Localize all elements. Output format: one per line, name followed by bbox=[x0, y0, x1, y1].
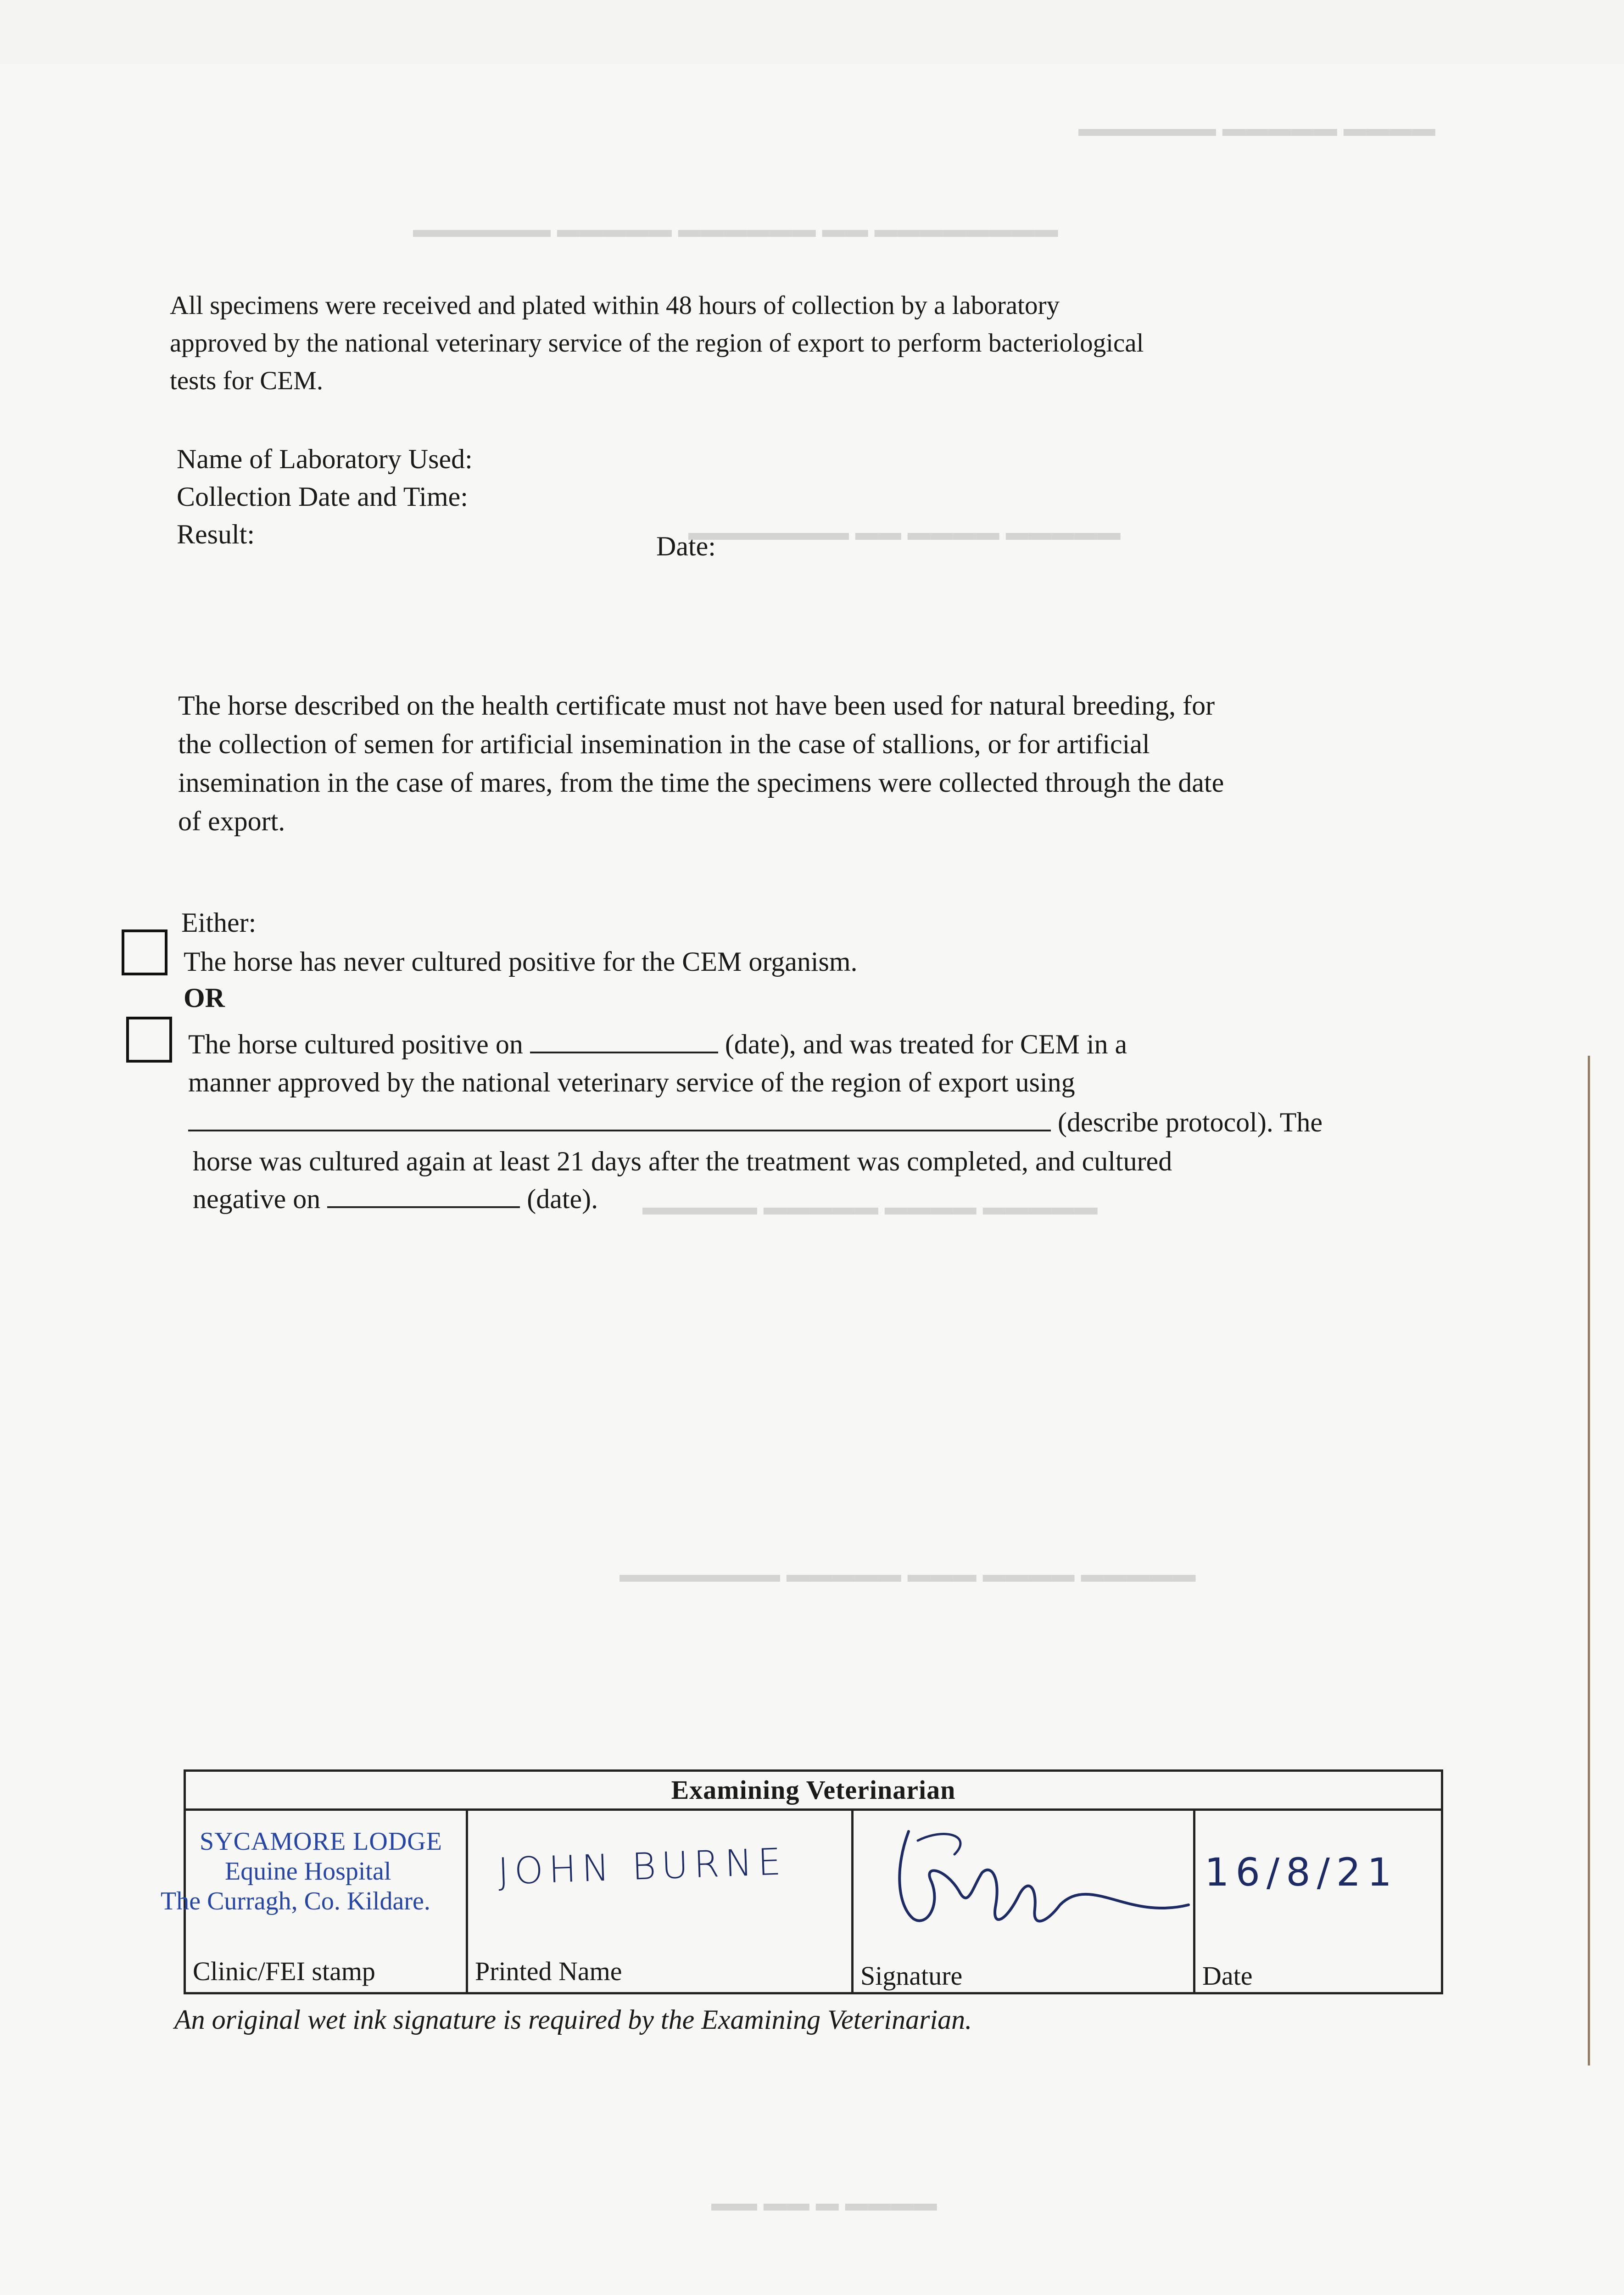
paragraph-line: tests for CEM. bbox=[170, 366, 324, 395]
result-label: Result: bbox=[177, 519, 255, 549]
paragraph-line: The horse described on the health certificate must not have been used for natural breeding, for bbox=[178, 690, 1215, 721]
either-label: Either: bbox=[181, 907, 257, 938]
signature-scribble bbox=[854, 1813, 1193, 1942]
date-column-label: Date bbox=[1202, 1961, 1253, 1991]
option-text: negative on bbox=[193, 1184, 321, 1214]
paragraph-line: the collection of semen for artificial insemination in the case of stallions, or for artificial bbox=[178, 729, 1150, 759]
signature-footnote: An original wet ink signature is required by the Examining Veterinarian. bbox=[174, 2004, 972, 2035]
option-text: manner approved by the national veterinary service of the region of export using bbox=[188, 1067, 1075, 1097]
column-divider bbox=[466, 1811, 468, 1992]
column-divider bbox=[1193, 1811, 1195, 1992]
option-text: The horse cultured positive on bbox=[188, 1029, 523, 1059]
clinic-stamp-line3: The Curragh, Co. Kildare. bbox=[161, 1887, 430, 1915]
bleed-through-text: ▬▬▬▬▬▬▬▬ ▬▬ ▬▬▬▬▬▬ ▬▬▬▬▬ ▬▬▬▬▬▬ bbox=[413, 216, 1058, 242]
positive-date-blank[interactable] bbox=[530, 1026, 718, 1053]
table-header: Examining Veterinarian bbox=[186, 1772, 1441, 1811]
option-never-positive: The horse has never cultured positive for the CEM organism. bbox=[184, 946, 858, 977]
option-text: (date), and was treated for CEM in a bbox=[725, 1029, 1127, 1059]
or-label: OR bbox=[184, 983, 225, 1013]
clinic-stamp-line2: Equine Hospital bbox=[225, 1857, 391, 1886]
cultured-positive-checkbox[interactable] bbox=[126, 1017, 172, 1063]
option-cultured-positive-line5 bbox=[193, 1181, 598, 1217]
protocol-blank[interactable] bbox=[188, 1104, 1051, 1131]
margin-stain bbox=[1588, 1056, 1590, 2066]
option-text: (date). bbox=[527, 1184, 598, 1214]
option-cultured-positive-line1 bbox=[188, 1026, 1127, 1063]
paragraph-line: of export. bbox=[178, 806, 285, 836]
collection-date-label: Collection Date and Time: bbox=[177, 481, 468, 512]
printed-name-label: Printed Name bbox=[475, 1956, 622, 1986]
clinic-stamp-label: Clinic/FEI stamp bbox=[193, 1956, 375, 1986]
clinic-stamp-line1: SYCAMORE LODGE bbox=[200, 1827, 442, 1856]
date-label: Date: bbox=[656, 531, 716, 561]
bleed-through-text: ▬▬▬▬▬ ▬▬▬▬ ▬▬ ▬▬▬▬▬▬▬ bbox=[688, 519, 1121, 545]
examining-veterinarian-table bbox=[161, 1769, 1443, 1994]
bleed-through-text: ▬▬▬▬▬ ▬▬▬▬ ▬▬▬▬▬ ▬▬▬▬▬ bbox=[642, 1194, 1098, 1220]
paragraph-line: insemination in the case of mares, from the time the specimens were collected through the date bbox=[178, 767, 1224, 798]
lab-name-label: Name of Laboratory Used: bbox=[177, 444, 473, 474]
option-text: (describe protocol). The bbox=[1058, 1107, 1323, 1137]
handwritten-date: 16/8/21 bbox=[1205, 1850, 1398, 1895]
option-text: horse was cultured again at least 21 days after the treatment was completed, and cultured bbox=[193, 1146, 1172, 1176]
bleed-through-text: ▬▬▬▬ ▬▬▬▬▬ ▬▬▬▬▬▬ bbox=[1078, 115, 1435, 141]
bleed-through-text: ▬▬▬▬▬ ▬▬▬▬ ▬▬▬ ▬▬▬▬▬ ▬▬▬▬▬▬▬ bbox=[619, 1561, 1196, 1587]
paragraph-line: All specimens were received and plated within 48 hours of collection by a laboratory bbox=[170, 291, 1060, 320]
option-cultured-positive-line3 bbox=[188, 1104, 1323, 1141]
never-positive-checkbox[interactable] bbox=[122, 929, 167, 975]
handwritten-printed-name: JOHN BURNE bbox=[497, 1840, 787, 1893]
paragraph-line: approved by the national veterinary service of the region of export to perform bacteriological bbox=[170, 329, 1144, 358]
signature-label: Signature bbox=[860, 1961, 963, 1991]
breeding-paragraph bbox=[178, 686, 1417, 840]
specimens-paragraph bbox=[170, 287, 1409, 400]
bleed-through-text: ▬▬▬▬ ▬ ▬▬ ▬▬ bbox=[711, 2190, 937, 2216]
negative-date-blank[interactable] bbox=[327, 1181, 520, 1208]
